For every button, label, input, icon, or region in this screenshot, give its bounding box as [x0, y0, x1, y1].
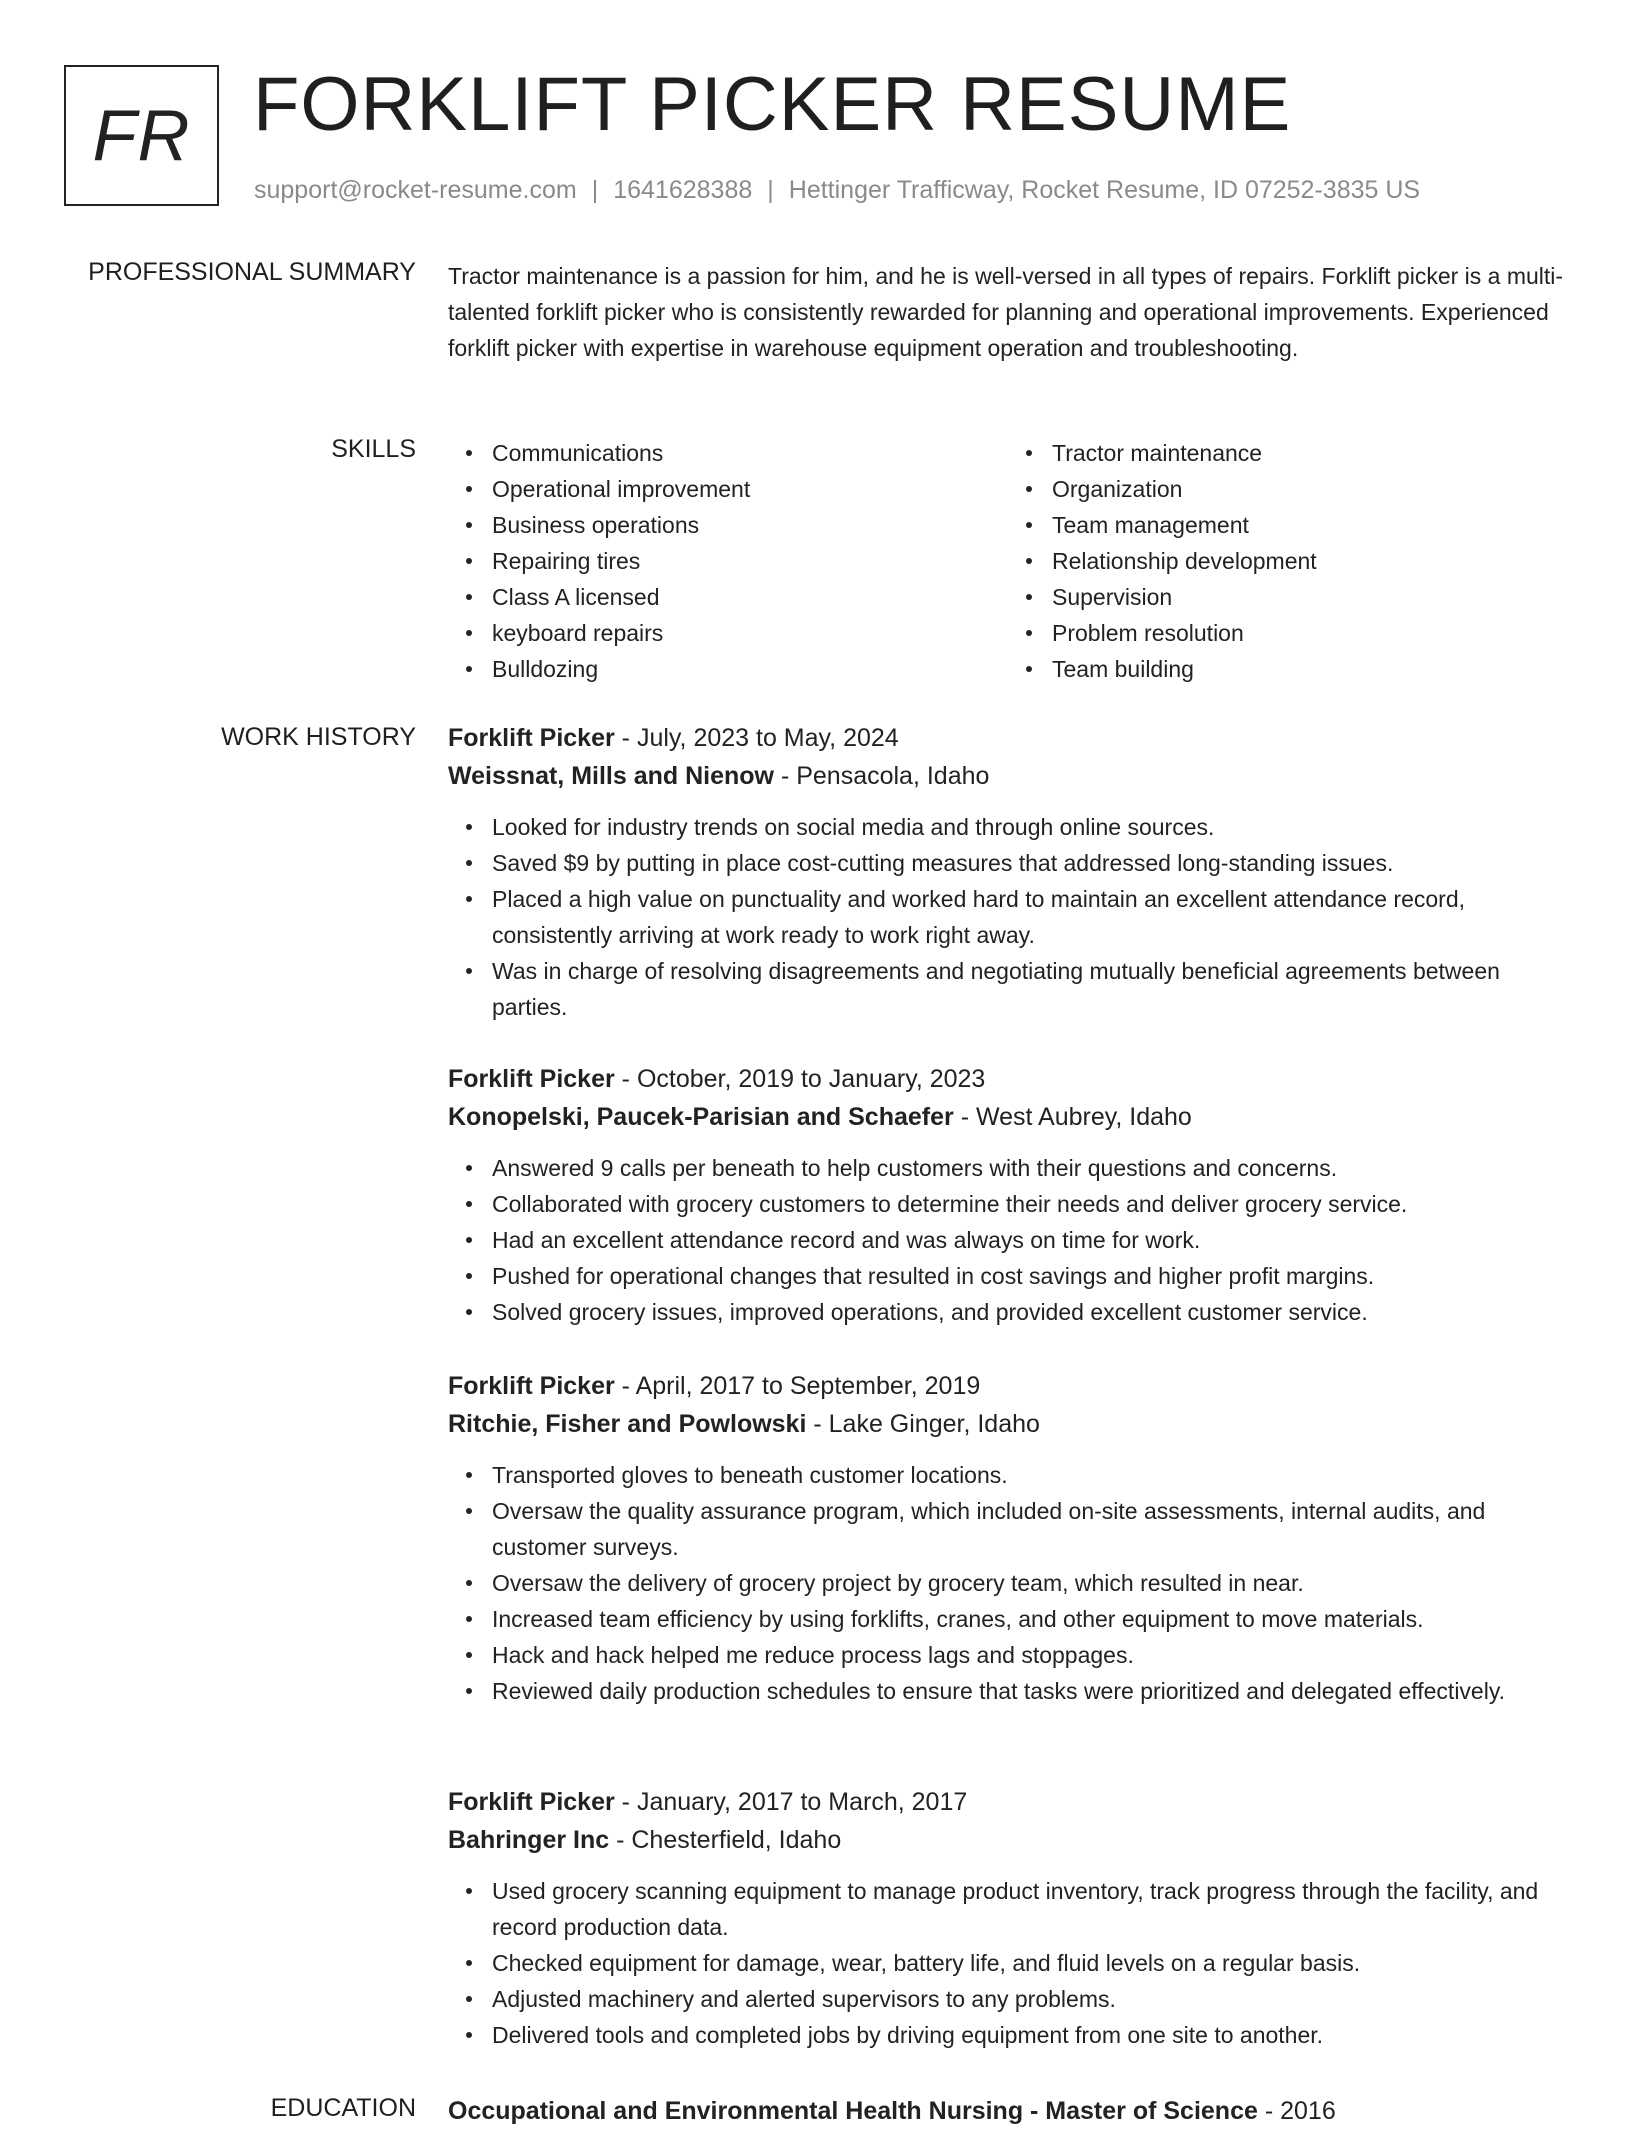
skill-item: Class A licensed: [492, 579, 1008, 615]
summary-body: [448, 258, 1568, 366]
job-dates: - October, 2019 to January, 2023: [614, 1065, 986, 1093]
job-company: Ritchie, Fisher and Powlowski: [448, 1410, 807, 1438]
contact-email: support@rocket-resume.com: [254, 176, 577, 204]
skill-item: Bulldozing: [492, 651, 1008, 687]
education-degree: Occupational and Environmental Health Nursing - Master of Science: [448, 2097, 1258, 2125]
job-bullet: Pushed for operational changes that resulted in cost savings and higher profit margins.: [492, 1258, 1568, 1294]
job-bullet: Reviewed daily production schedules to ensure that tasks were prioritized and delegated effectively.: [492, 1673, 1568, 1709]
skill-item: Supervision: [1052, 579, 1568, 615]
skill-item: Business operations: [492, 507, 1008, 543]
contact-separator: |: [767, 176, 774, 204]
job-title: Forklift Picker: [448, 1788, 615, 1816]
job-dates: - July, 2023 to May, 2024: [614, 724, 899, 752]
resume-title: FORKLIFT PICKER RESUME: [253, 62, 1292, 147]
job-bullet: Used grocery scanning equipment to manage product inventory, track progress through the facility, and record production data.: [492, 1873, 1568, 1945]
contact-address: Hettinger Trafficway, Rocket Resume, ID 07252-3835 US: [788, 176, 1421, 204]
contact-phone: 1641628388: [613, 176, 753, 204]
job-bullet: Oversaw the quality assurance program, which included on-site assessments, internal audits, and customer surveys.: [492, 1493, 1568, 1565]
job-company: Weissnat, Mills and Nienow: [448, 762, 774, 790]
skill-item: Communications: [492, 435, 1008, 471]
job-entry: [448, 1060, 1568, 1330]
job-bullet: Transported gloves to beneath customer locations.: [492, 1457, 1568, 1493]
skill-item: Team building: [1052, 651, 1568, 687]
job-bullet: Checked equipment for damage, wear, battery life, and fluid levels on a regular basis.: [492, 1945, 1568, 1981]
summary-text: Tractor maintenance is a passion for him, and he is well-versed in all types of repairs. Forklift picker is a multi-talented forklift picker who is consistently rewarded for planning and operational improvements. Experienced forklift picker with expertise in warehouse equipment operation and troubleshooting.: [448, 263, 1564, 361]
job-bullet: Had an excellent attendance record and was always on time for work.: [492, 1222, 1568, 1258]
job-bullet: Was in charge of resolving disagreements and negotiating mutually beneficial agreements between parties.: [492, 953, 1568, 1025]
job-bullet: Delivered tools and completed jobs by driving equipment from one site to another.: [492, 2017, 1568, 2053]
job-location: - West Aubrey, Idaho: [953, 1103, 1192, 1131]
job-location: - Chesterfield, Idaho: [609, 1826, 842, 1854]
job-company-line: [448, 1405, 1568, 1443]
job-title: Forklift Picker: [448, 1372, 615, 1400]
job-bullet: Hack and hack helped me reduce process lags and stoppages.: [492, 1637, 1568, 1673]
job-title-line: [448, 719, 1568, 757]
job-bullet: Collaborated with grocery customers to determine their needs and deliver grocery service.: [492, 1186, 1568, 1222]
job-title-line: [448, 1783, 1568, 1821]
section-label-work-history: WORK HISTORY: [221, 723, 416, 751]
job-bullet: Increased team efficiency by using forklifts, cranes, and other equipment to move materials.: [492, 1601, 1568, 1637]
job-title: Forklift Picker: [448, 1065, 615, 1093]
job-bullet: Looked for industry trends on social media and through online sources.: [492, 809, 1568, 845]
job-title-line: [448, 1060, 1568, 1098]
job-bullet: Answered 9 calls per beneath to help customers with their questions and concerns.: [492, 1150, 1568, 1186]
skills-list-right: [1008, 435, 1568, 687]
job-bullet: Solved grocery issues, improved operations, and provided excellent customer service.: [492, 1294, 1568, 1330]
education-body: [448, 2092, 1568, 2130]
education-line: [448, 2092, 1568, 2130]
job-bullet: Saved $9 by putting in place cost-cutting measures that addressed long-standing issues.: [492, 845, 1568, 881]
job-location: - Lake Ginger, Idaho: [806, 1410, 1040, 1438]
skill-item: Repairing tires: [492, 543, 1008, 579]
skills-body: [448, 435, 1568, 687]
job-company: Konopelski, Paucek-Parisian and Schaefer: [448, 1103, 954, 1131]
section-label-summary: PROFESSIONAL SUMMARY: [88, 258, 416, 286]
job-bullets: [448, 809, 1568, 1025]
job-entry: [448, 719, 1568, 1025]
job-entry: [448, 1783, 1568, 2053]
job-bullet: Adjusted machinery and alerted supervisors to any problems.: [492, 1981, 1568, 2017]
skill-item: Organization: [1052, 471, 1568, 507]
skills-list-left: [448, 435, 1008, 687]
section-label-skills: SKILLS: [331, 435, 416, 463]
job-title: Forklift Picker: [448, 724, 615, 752]
job-entry: [448, 1367, 1568, 1709]
monogram-badge: FR: [64, 65, 219, 206]
contact-separator: |: [591, 176, 599, 204]
job-bullets: [448, 1150, 1568, 1330]
job-title-line: [448, 1367, 1568, 1405]
job-location: - Pensacola, Idaho: [774, 762, 990, 790]
job-dates: - January, 2017 to March, 2017: [614, 1788, 968, 1816]
section-label-education: EDUCATION: [270, 2094, 416, 2122]
job-company-line: [448, 757, 1568, 795]
job-bullets: [448, 1457, 1568, 1709]
education-year: - 2016: [1257, 2097, 1336, 2125]
skill-item: Operational improvement: [492, 471, 1008, 507]
job-company-line: [448, 1821, 1568, 1859]
skill-item: Team management: [1052, 507, 1568, 543]
job-company-line: [448, 1098, 1568, 1136]
job-bullet: Oversaw the delivery of grocery project by grocery team, which resulted in near.: [492, 1565, 1568, 1601]
resume-header: [64, 62, 1584, 210]
contact-line: [254, 176, 1420, 205]
skill-item: keyboard repairs: [492, 615, 1008, 651]
job-company: Bahringer Inc: [448, 1826, 610, 1854]
skill-item: Relationship development: [1052, 543, 1568, 579]
skill-item: Problem resolution: [1052, 615, 1568, 651]
job-dates: - April, 2017 to September, 2019: [614, 1372, 981, 1400]
job-bullet: Placed a high value on punctuality and worked hard to maintain an excellent attendance record, consistently arriving at work ready to work right away.: [492, 881, 1568, 953]
job-bullets: [448, 1873, 1568, 2053]
skill-item: Tractor maintenance: [1052, 435, 1568, 471]
